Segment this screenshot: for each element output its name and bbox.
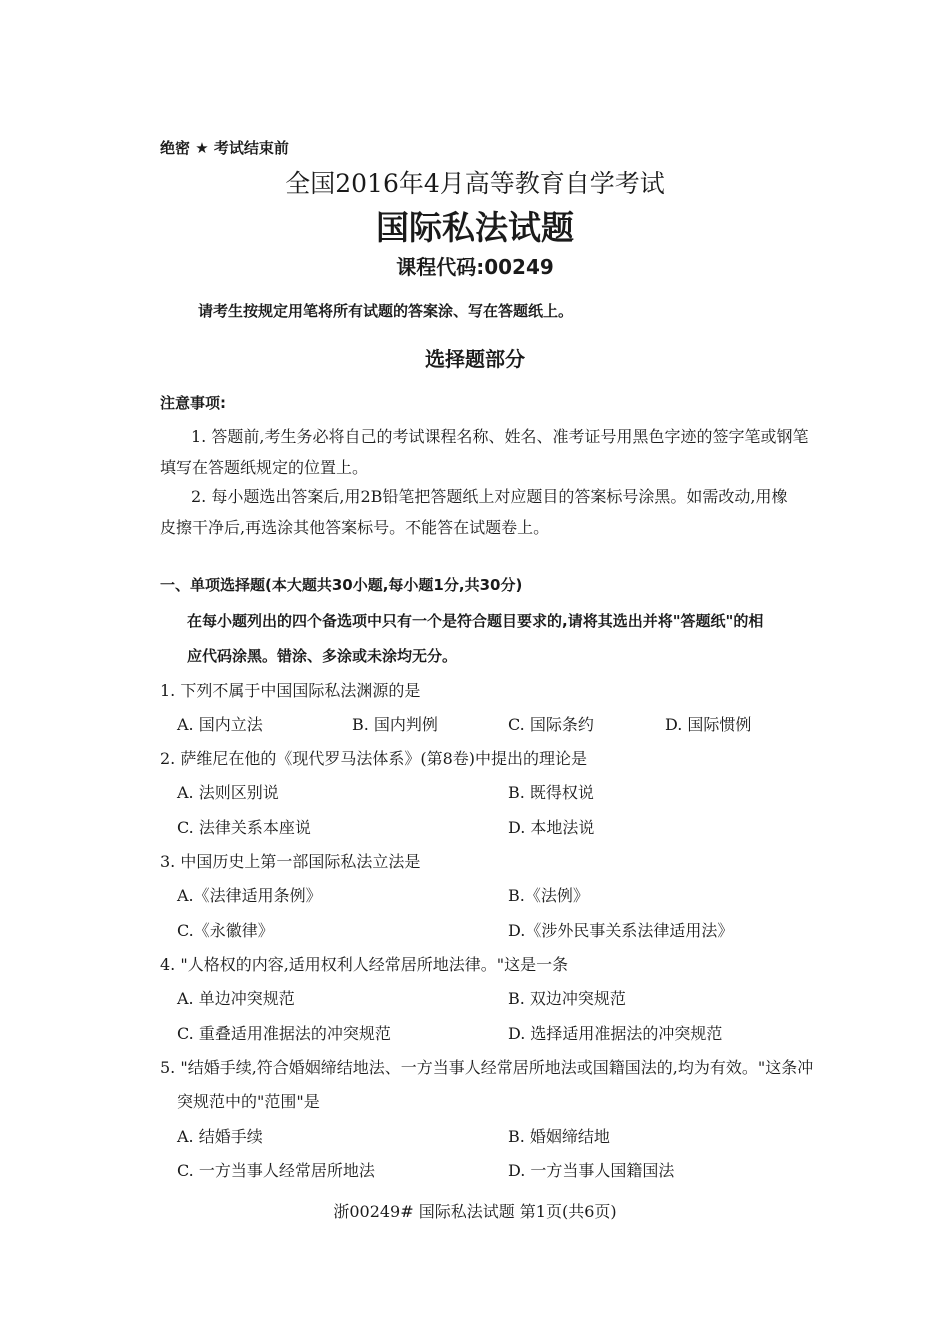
question-5-stem-line-1: 5. "结婚手续,符合婚姻缔结地法、一方当事人经常居所地法或国籍国法的,均为有效。"这条冲 (160, 1058, 814, 1077)
part-1-desc-line-2: 应代码涂黑。错涂、多涂或未涂均无分。 (187, 647, 458, 665)
question-5-option-c: C. 一方当事人经常居所地法 (177, 1161, 375, 1180)
question-1-option-b: B. 国内判例 (352, 715, 438, 734)
question-5-option-a: A. 结婚手续 (177, 1127, 263, 1146)
question-4-stem: 4. "人格权的内容,适用权利人经常居所地法律。"这是一条 (160, 955, 569, 974)
question-4-option-b: B. 双边冲突规范 (508, 989, 626, 1008)
section-title: 选择题部分 (425, 347, 525, 371)
question-1-stem: 1. 下列不属于中国国际私法渊源的是 (160, 681, 421, 700)
note-1-line-2: 填写在答题纸规定的位置上。 (160, 458, 369, 477)
question-5-option-d: D. 一方当事人国籍国法 (508, 1161, 675, 1180)
question-4-option-d: D. 选择适用准据法的冲突规范 (508, 1024, 723, 1043)
question-2-option-a: A. 法则区别说 (177, 783, 279, 802)
note-2-line-1: 2. 每小题选出答案后,用2B铅笔把答题纸上对应题目的答案标号涂黑。如需改动,用橡 (191, 487, 788, 506)
question-3-option-a: A.《法律适用条例》 (177, 886, 322, 905)
question-1-option-a: A. 国内立法 (177, 715, 263, 734)
confidential-label: 绝密 ★ 考试结束前 (160, 139, 289, 157)
note-1-line-1: 1. 答题前,考生务必将自己的考试课程名称、姓名、准考证号用黑色字迹的签字笔或钢笔 (191, 427, 809, 446)
question-5-option-b: B. 婚姻缔结地 (508, 1127, 610, 1146)
question-2-stem: 2. 萨维尼在他的《现代罗马法体系》(第8卷)中提出的理论是 (160, 749, 588, 768)
exam-title: 全国2016年4月高等教育自学考试 (285, 169, 665, 198)
question-2-option-c: C. 法律关系本座说 (177, 818, 311, 837)
subject-title: 国际私法试题 (376, 208, 574, 247)
part-1-header: 一、单项选择题(本大题共30小题,每小题1分,共30分) (160, 576, 523, 594)
question-2-option-b: B. 既得权说 (508, 783, 594, 802)
question-3-stem: 3. 中国历史上第一部国际私法立法是 (160, 852, 421, 871)
question-3-option-b: B.《法例》 (508, 886, 589, 905)
question-3-option-d: D.《涉外民事关系法律适用法》 (508, 921, 734, 940)
question-2-option-d: D. 本地法说 (508, 818, 595, 837)
notes-heading: 注意事项: (160, 394, 226, 412)
answer-instruction: 请考生按规定用笔将所有试题的答案涂、写在答题纸上。 (198, 302, 574, 320)
note-2-line-2: 皮擦干净后,再选涂其他答案标号。不能答在试题卷上。 (160, 518, 550, 537)
question-5-stem-line-2: 突规范中的"范围"是 (177, 1092, 320, 1111)
question-3-option-c: C.《永徽律》 (177, 921, 274, 940)
question-4-option-a: A. 单边冲突规范 (177, 989, 295, 1008)
question-1-option-c: C. 国际条约 (508, 715, 594, 734)
question-1-option-d: D. 国际惯例 (665, 715, 752, 734)
page-footer: 浙00249# 国际私法试题 第1页(共6页) (333, 1202, 617, 1221)
part-1-desc-line-1: 在每小题列出的四个备选项中只有一个是符合题目要求的,请将其选出并将"答题纸"的相 (187, 612, 764, 630)
question-4-option-c: C. 重叠适用准据法的冲突规范 (177, 1024, 391, 1043)
course-code: 课程代码:00249 (396, 255, 554, 279)
